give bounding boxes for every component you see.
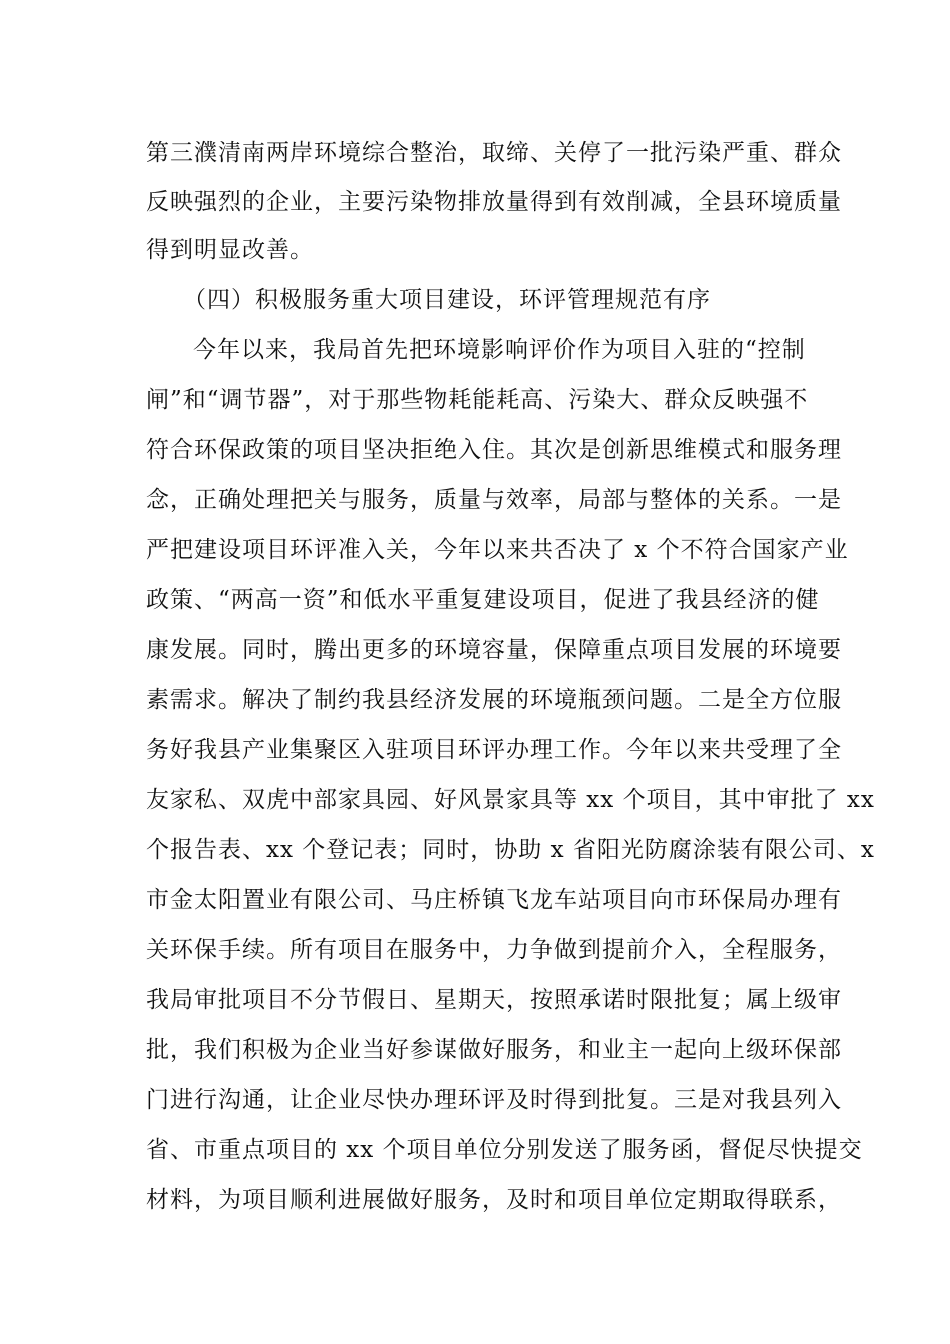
paragraph-line: 门进行沟通，让企业尽快办理环评及时得到批复。三是对我县列入: [146, 1087, 842, 1113]
paragraph-line: 念，正确处理把关与服务，质量与效率，局部与整体的关系。一是: [146, 487, 842, 513]
paragraph-line: 政策、“两高一资”和低水平重复建设项目，促进了我县经济的健: [146, 587, 820, 613]
paragraph-line: 得到明显改善。: [146, 237, 314, 263]
paragraph-line: 严把建设项目环评准入关，今年以来共否决了 x 个不符合国家产业: [146, 537, 849, 563]
paragraph-line: 批，我们积极为企业当好参谋做好服务，和业主一起向上级环保部: [146, 1037, 842, 1063]
paragraph-line: 务好我县产业集聚区入驻项目环评办理工作。今年以来共受理了全: [146, 737, 842, 763]
paragraph-line: 今年以来，我局首先把环境影响评价作为项目入驻的“控制: [193, 337, 806, 363]
paragraph-line: 省、市重点项目的 xx 个项目单位分别发送了服务函，督促尽快提交: [146, 1137, 863, 1163]
paragraph-line: 关环保手续。所有项目在服务中，力争做到提前介入，全程服务，: [146, 937, 842, 963]
paragraph-line: 市金太阳置业有限公司、马庄桥镇飞龙车站项目向市环保局办理有: [146, 887, 842, 913]
paragraph-line: 第三濮清南两岸环境综合整治，取缔、关停了一批污染严重、群众: [146, 140, 842, 166]
paragraph-line: 闸”和“调节器”，对于那些物耗能耗高、污染大、群众反映强不: [146, 387, 809, 413]
paragraph-line: 我局审批项目不分节假日、星期天，按照承诺时限批复；属上级审: [146, 987, 842, 1013]
paragraph-line: 友家私、双虎中部家具园、好风景家具等 xx 个项目，其中审批了 xx: [146, 787, 875, 813]
paragraph-line: 素需求。解决了制约我县经济发展的环境瓶颈问题。二是全方位服: [146, 687, 842, 713]
paragraph-line: 符合环保政策的项目坚决拒绝入住。其次是创新思维模式和服务理: [146, 437, 842, 463]
paragraph-line: 材料，为项目顺利进展做好服务，及时和项目单位定期取得联系，: [146, 1187, 842, 1213]
paragraph-line: 反映强烈的企业，主要污染物排放量得到有效削减，全县环境质量: [146, 189, 842, 215]
paragraph-line: 康发展。同时，腾出更多的环境容量，保障重点项目发展的环境要: [146, 637, 842, 663]
section-heading: （四）积极服务重大项目建设，环评管理规范有序: [183, 287, 711, 313]
paragraph-line: 个报告表、xx 个登记表；同时，协助 x 省阳光防腐涂装有限公司、x: [146, 837, 875, 863]
